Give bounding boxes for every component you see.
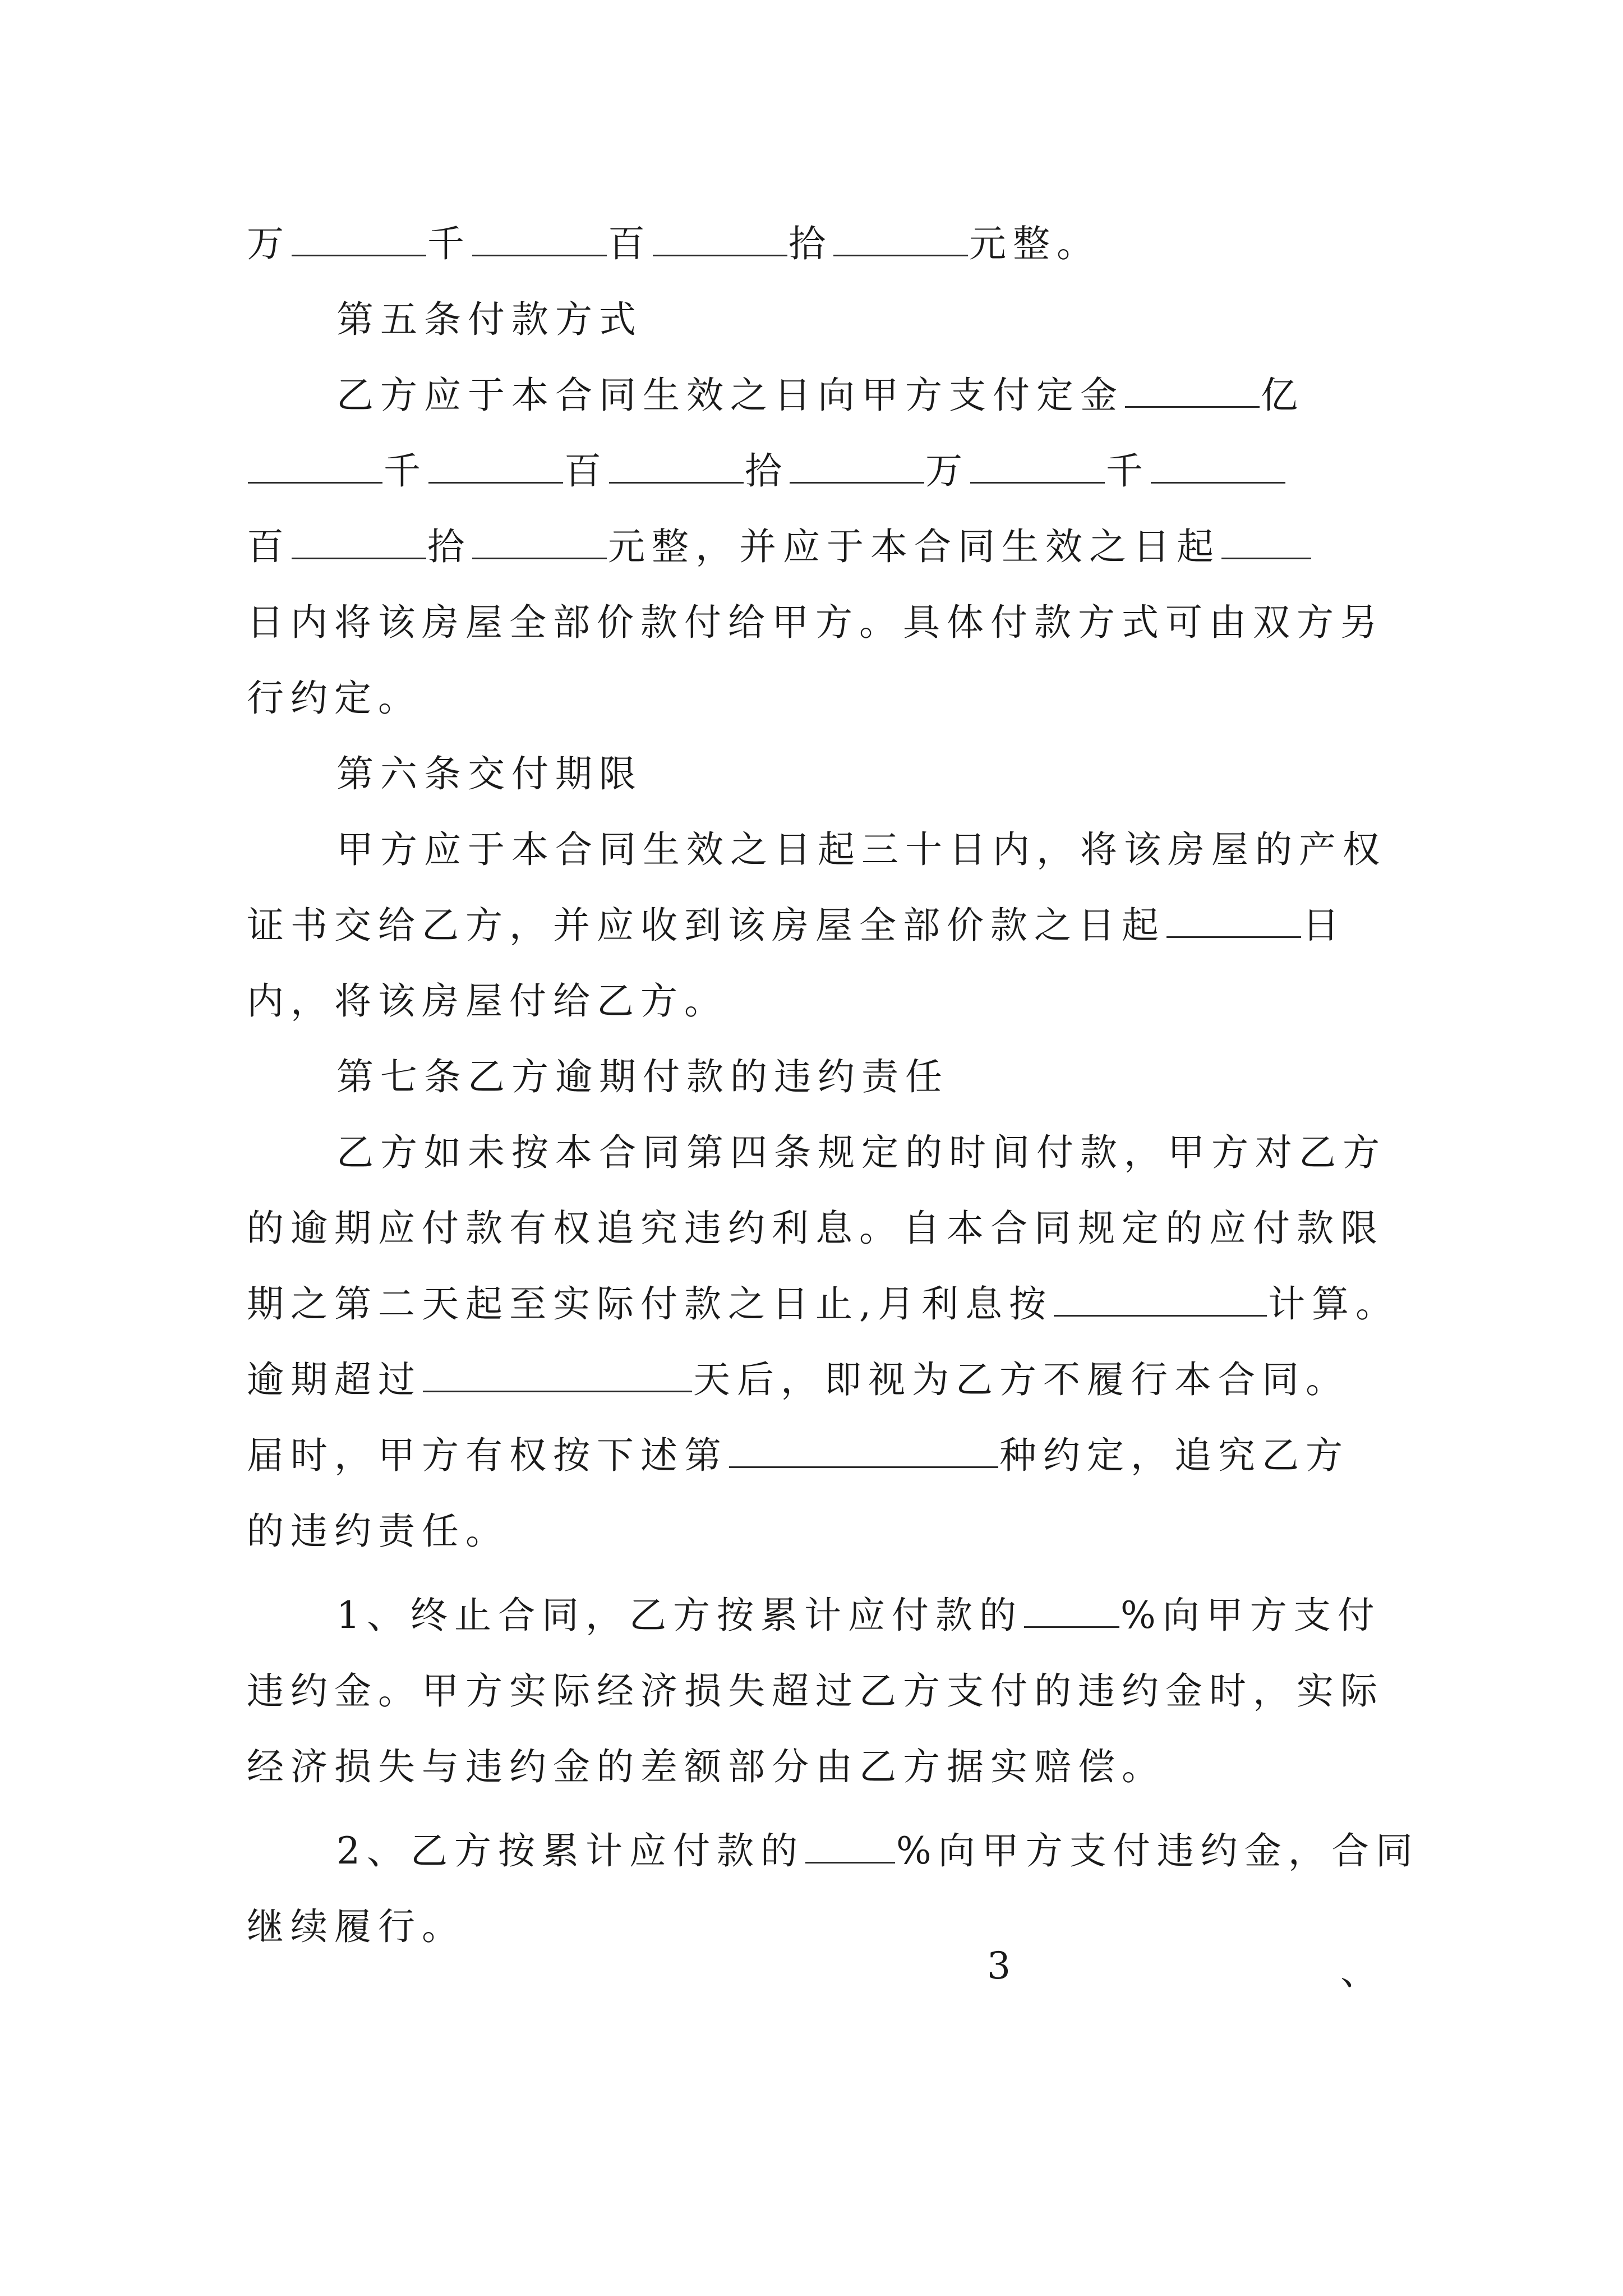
text-segment: 届时，甲方有权按下述第 — [247, 1434, 728, 1477]
text-segment: 天后，即视为乙方不履行本合同。 — [693, 1358, 1349, 1401]
text-segment: 证书交给乙方，并应收到该房屋全部价款之日起 — [247, 904, 1165, 947]
clause-1-line-1 — [247, 1585, 1475, 1646]
clause-2-line-1 — [247, 1820, 1475, 1882]
fill-in-blank[interactable] — [805, 1827, 895, 1864]
text-segment: %向甲方支付违约金，合同 — [896, 1829, 1419, 1872]
fill-in-blank[interactable] — [970, 447, 1105, 484]
article-5-line-3 — [247, 516, 1385, 578]
clause-1-line-3: 经济损失与违约金的差额部分由乙方据实赔偿。 — [247, 1745, 1165, 1788]
fill-in-blank[interactable] — [790, 447, 924, 484]
fill-in-blank[interactable] — [1024, 1591, 1119, 1628]
text-segment: 万 — [247, 222, 291, 265]
text-segment: 拾 — [789, 222, 832, 265]
text-segment: 千 — [427, 222, 471, 265]
fill-in-blank[interactable] — [1125, 371, 1260, 408]
article-6-heading: 第六条交付期限 — [336, 752, 643, 795]
article-6-line-2 — [247, 895, 1385, 956]
fill-in-blank[interactable] — [1054, 1280, 1267, 1317]
article-6-line-1: 甲方应于本合同生效之日起三十日内，将该房屋的产权 — [336, 828, 1386, 871]
fill-in-blank[interactable] — [1151, 447, 1285, 484]
page-number: 3 — [987, 1944, 1011, 1987]
text-segment: 日 — [1302, 904, 1346, 947]
fill-in-blank[interactable] — [292, 523, 426, 559]
fill-in-blank[interactable] — [609, 447, 744, 484]
article-7-line-3 — [247, 1273, 1399, 1335]
text-segment: 元整，并应于本合同生效之日起 — [608, 525, 1220, 568]
fill-in-blank[interactable] — [428, 447, 563, 484]
text-segment: 亿 — [1261, 374, 1304, 417]
text-segment: 1、终止合同，乙方按累计应付款的 — [336, 1594, 1023, 1637]
fill-in-blank[interactable] — [1166, 901, 1301, 938]
article-5-line-1 — [247, 365, 1475, 426]
fill-in-blank[interactable] — [729, 1432, 998, 1468]
fill-in-blank[interactable] — [653, 220, 787, 256]
article-7-line-4 — [247, 1349, 1385, 1411]
text-segment: 逾期超过 — [247, 1358, 422, 1401]
article-7-line-5 — [247, 1425, 1385, 1487]
article-7-line-6: 的违约责任。 — [247, 1510, 509, 1553]
fill-in-blank[interactable] — [1221, 523, 1311, 559]
text-segment: 计算。 — [1267, 1282, 1399, 1326]
article-7-line-2: 的逾期应付款有权追究违约利息。自本合同规定的应付款限 — [247, 1207, 1384, 1250]
article-7-heading: 第七条乙方逾期付款的违约责任 — [336, 1055, 949, 1098]
text-segment: 百 — [608, 222, 652, 265]
fill-in-blank[interactable] — [248, 447, 382, 484]
text-segment: 万 — [925, 449, 969, 493]
text-segment: 2、乙方按累计应付款的 — [336, 1829, 804, 1872]
text-segment: %向甲方支付 — [1121, 1594, 1381, 1637]
article-5-heading: 第五条付款方式 — [336, 298, 643, 341]
text-segment: 元整。 — [969, 222, 1100, 265]
article-5-line-4: 日内将该房屋全部价款付给甲方。具体付款方式可由双方另 — [247, 601, 1384, 644]
text-segment: 千 — [384, 449, 427, 493]
clause-1-line-2: 违约金。甲方实际经济损失超过乙方支付的违约金时，实际 — [247, 1669, 1384, 1713]
text-segment: 拾 — [427, 525, 471, 568]
text-segment: 期之第二天起至实际付款之日止,月利息按 — [247, 1282, 1053, 1326]
fill-in-blank[interactable] — [833, 220, 968, 256]
article-5-line-2 — [247, 440, 1385, 502]
footer-mark: 、 — [1340, 1950, 1377, 1993]
fill-in-blank[interactable] — [472, 523, 607, 559]
text-segment: 乙方应于本合同生效之日向甲方支付定金 — [336, 374, 1124, 417]
text-segment: 拾 — [745, 449, 789, 493]
fill-in-blank[interactable] — [472, 220, 607, 256]
text-segment: 百 — [247, 525, 291, 568]
article-6-line-3: 内，将该房屋付给乙方。 — [247, 979, 728, 1023]
text-segment: 种约定，追究乙方 — [999, 1434, 1349, 1477]
text-segment: 百 — [564, 449, 608, 493]
clause-2-line-2: 继续履行。 — [247, 1905, 465, 1948]
article-7-line-1: 乙方如未按本合同第四条规定的时间付款，甲方对乙方 — [336, 1131, 1386, 1174]
text-segment: 千 — [1106, 449, 1150, 493]
amount-line-1 — [247, 213, 1385, 275]
article-5-line-5: 行约定。 — [247, 677, 422, 720]
fill-in-blank[interactable] — [292, 220, 426, 256]
fill-in-blank[interactable] — [423, 1356, 692, 1392]
